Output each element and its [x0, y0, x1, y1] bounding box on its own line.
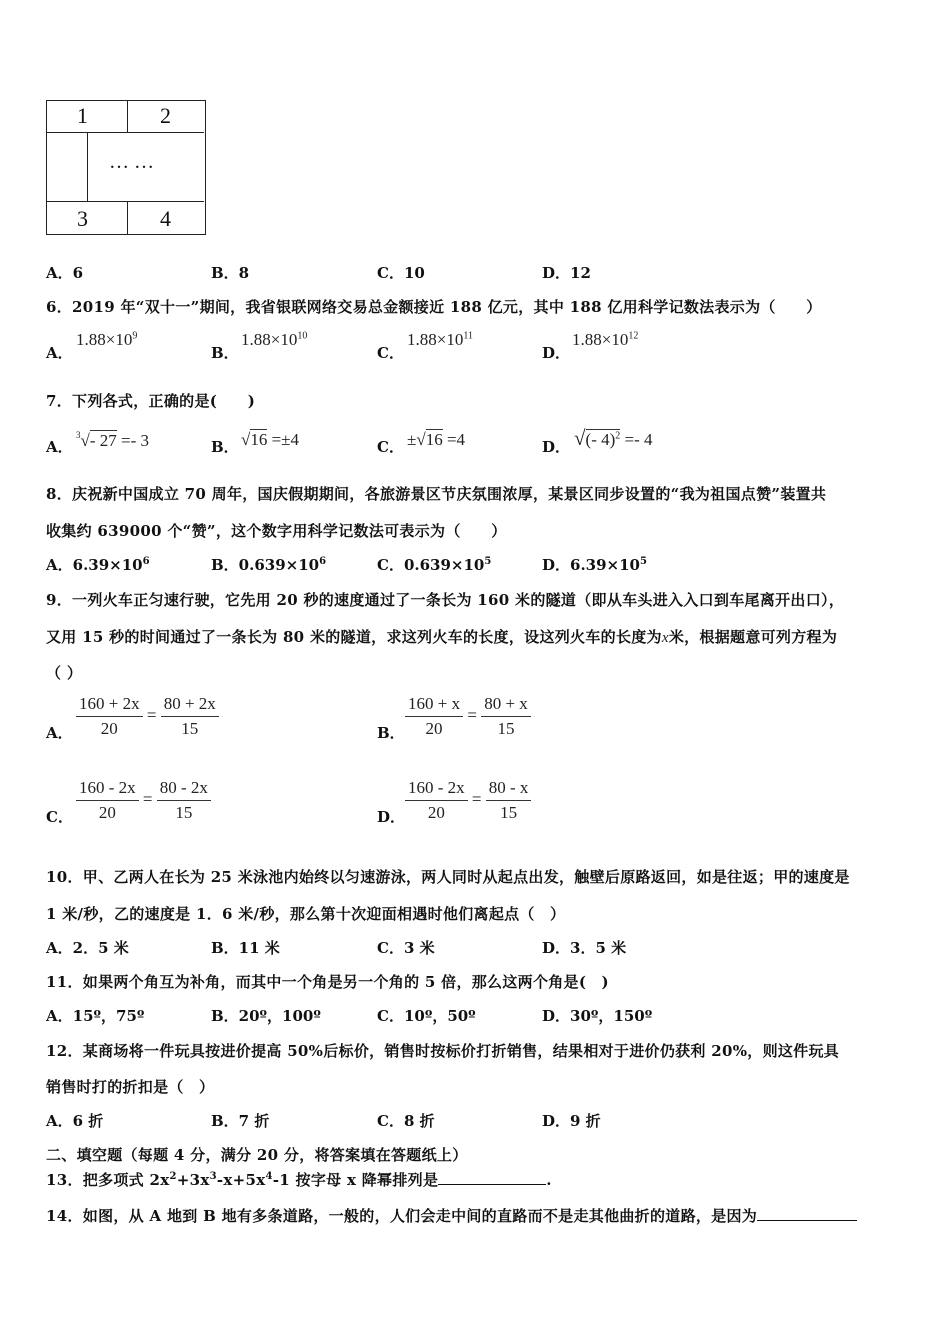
q9-stem2a: 又用 15 秒的时间通过了一条长为 80 米的隧道，求这列火车的长度，设这列火车的长度为 [46, 628, 662, 646]
q6-option-b [241, 330, 307, 350]
q11-option-c: C．10º，50º [377, 1007, 476, 1025]
denominator: 15 [181, 719, 199, 738]
numbered-grid-figure [46, 100, 206, 235]
q6-exp-b: 10 [297, 330, 308, 342]
numerator: 160 - 2x [405, 778, 468, 801]
numerator: 80 - x [486, 778, 532, 801]
numerator: 80 - 2x [157, 778, 211, 801]
q7-label-c: C． [377, 438, 404, 456]
q9-option-a [76, 694, 219, 739]
denominator: 20 [98, 803, 116, 822]
q11-option-d: D．30º，150º [542, 1007, 653, 1025]
q14-text: 14．如图，从 A 地到 B 地有多条道路，一般的，人们会走中间的直路而不是走其他曲折的道路，是因为 [46, 1207, 758, 1225]
grid-line [127, 101, 128, 132]
fraction [486, 778, 532, 823]
q8-a-text: A．6.39×10 [46, 556, 143, 574]
q13-exp2: 3 [209, 1171, 217, 1182]
q6-option-d [572, 330, 638, 350]
answer-blank[interactable] [438, 1184, 546, 1185]
grid-cell-ellipsis: … … [109, 151, 154, 173]
grid-cell-1: 1 [77, 103, 88, 128]
q9-label-b: B． [377, 724, 405, 742]
q8-a-exp: 6 [142, 556, 150, 567]
q8-stem-line2: 收集约 639000 个“赞”，这个数字用科学记数法可表示为（ ） [46, 522, 507, 540]
q7-a-radicand: - 27 [89, 431, 117, 450]
fraction [76, 778, 139, 823]
q9-stem-line1: 9．一列火车正匀速行驶，它先用 20 秒的速度通过了一条长为 160 米的隧道（即从车头进入入口到车尾离开出口）， [46, 591, 845, 609]
q8-option-c [377, 554, 491, 575]
q8-b-exp: 6 [319, 556, 327, 567]
q7-c-prefix: ± [407, 430, 417, 449]
q7-c-rhs: =4 [442, 430, 466, 449]
radical-icon: √ [574, 426, 586, 450]
equals-sign: = [146, 705, 157, 725]
grid-line [87, 132, 88, 201]
q13-exp3: 4 [265, 1171, 273, 1182]
q12-option-a: A．6 折 [46, 1112, 104, 1130]
q11-option-b: B．20º，100º [211, 1007, 321, 1025]
q10-option-a: A．2．5 米 [46, 939, 129, 957]
q9-label-a: A． [46, 724, 73, 742]
denominator: 20 [425, 719, 443, 738]
q13-prefix: 13．把多项式 2x [46, 1171, 170, 1189]
fraction [161, 694, 219, 739]
q11-option-a: A．15º，75º [46, 1007, 145, 1025]
q13-part2: +3x [176, 1171, 210, 1189]
denominator: 15 [175, 803, 193, 822]
denominator: 20 [427, 803, 445, 822]
q9-option-c [76, 778, 211, 823]
q8-c-text: C．0.639×10 [377, 556, 485, 574]
q8-option-a [46, 554, 150, 575]
q9-stem-line3: （ ） [46, 664, 83, 682]
q13-suffix: -1 按字母 x 降幂排列是 [272, 1171, 439, 1189]
numerator: 160 + 2x [76, 694, 143, 717]
q6-stem: 6．2019 年“双十一”期间，我省银联网络交易总金额接近 188 亿元，其中 188 亿用科学记数法表示为（ ） [46, 298, 822, 316]
radical-icon: √ [80, 431, 90, 450]
q8-d-exp: 5 [639, 556, 647, 567]
q10-stem-line2: 1 米/秒，乙的速度是 1．6 米/秒，那么第十次迎面相遇时他们离起点（ ） [46, 905, 566, 923]
q8-d-text: D．6.39×10 [542, 556, 640, 574]
q7-label-a: A． [46, 438, 73, 456]
q6-option-a [76, 330, 137, 350]
q7-option-d [574, 426, 653, 451]
q7-option-c [407, 430, 465, 450]
grid-cell-2: 2 [160, 103, 171, 128]
equals-sign: = [142, 789, 153, 809]
q6-label-b: B． [211, 344, 239, 362]
q7-b-radicand: 16 [250, 430, 268, 449]
q11-stem: 11．如果两个角互为补角，而其中一个角是另一个角的 5 倍，那么这两个角是( ) [46, 973, 609, 991]
q6-option-c [407, 330, 473, 350]
q7-c-radicand: 16 [425, 430, 443, 449]
q7-d-rhs: =- 4 [620, 430, 653, 449]
q9-label-c: C． [46, 808, 73, 826]
numerator: 80 + 2x [161, 694, 219, 717]
q6-exp-d: 12 [628, 330, 639, 342]
fraction [405, 694, 463, 739]
q9-stem2b: 米，根据题意可列方程为 [668, 628, 838, 646]
q7-b-rhs: =±4 [267, 430, 300, 449]
radical-icon: √ [416, 430, 426, 449]
q10-option-c: C．3 米 [377, 939, 435, 957]
q7-stem: 7．下列各式，正确的是( ) [46, 392, 256, 410]
q6-exp-c: 11 [463, 330, 473, 342]
radical-icon: √ [241, 430, 251, 449]
numerator: 160 + x [405, 694, 463, 717]
q9-variable: x [661, 630, 669, 646]
q5-option-d: D．12 [542, 264, 591, 282]
q5-option-c: C．10 [377, 264, 425, 282]
fraction [157, 778, 211, 823]
q13-exp1: 2 [169, 1171, 177, 1182]
q9-option-b [405, 694, 531, 739]
fraction [76, 694, 143, 739]
q6-base-c: 1.88×10 [407, 330, 464, 349]
q5-option-a: A．6 [46, 264, 84, 282]
q6-base-d: 1.88×10 [572, 330, 629, 349]
q7-label-b: B． [211, 438, 239, 456]
grid-cell-3: 3 [77, 206, 88, 231]
q10-option-b: B．11 米 [211, 939, 280, 957]
q12-stem-line2: 销售时打的折扣是（ ） [46, 1078, 215, 1096]
q6-label-a: A． [46, 344, 73, 362]
equals-sign: = [467, 705, 477, 725]
q7-d-radicand: (- 4) [585, 430, 616, 449]
grid-line [47, 132, 204, 133]
q7-option-a [76, 430, 149, 451]
grid-line [127, 201, 128, 234]
q13-part3: -x+5x [216, 1171, 266, 1189]
q13-end: . [546, 1171, 552, 1189]
denominator: 20 [100, 719, 118, 738]
q9-option-d [405, 778, 531, 823]
q6-base-a: 1.88×10 [76, 330, 133, 349]
q7-label-d: D． [542, 438, 571, 456]
fraction [481, 694, 531, 739]
q7-d-exp: 2 [615, 430, 621, 442]
numerator: 80 + x [481, 694, 531, 717]
q8-c-exp: 5 [484, 556, 492, 567]
answer-blank[interactable] [757, 1220, 857, 1221]
q5-option-b: B．8 [211, 264, 250, 282]
q8-option-d [542, 554, 647, 575]
q6-base-b: 1.88×10 [241, 330, 298, 349]
q7-a-rhs: =- 3 [116, 431, 150, 450]
q10-stem-line1: 10．甲、乙两人在长为 25 米泳池内始终以匀速游泳，两人同时从起点出发，触壁后原路返回，如是往返；甲的速度是 [46, 868, 850, 886]
fraction [405, 778, 468, 823]
q9-label-d: D． [377, 808, 406, 826]
q8-option-b [211, 554, 326, 575]
q12-option-c: C．8 折 [377, 1112, 435, 1130]
q13-stem [46, 1169, 552, 1190]
q12-option-d: D．9 折 [542, 1112, 601, 1130]
q7-a-root-index: 3 [76, 430, 81, 440]
section-title-fill-in: 二、填空题（每题 4 分，满分 20 分，将答案填在答题纸上） [46, 1146, 468, 1164]
q8-b-text: B．0.639×10 [211, 556, 320, 574]
denominator: 15 [497, 719, 515, 738]
q9-stem-line2 [46, 626, 837, 647]
grid-line [47, 201, 204, 202]
q6-label-d: D． [542, 344, 571, 362]
q6-exp-a: 9 [132, 330, 138, 342]
denominator: 15 [500, 803, 518, 822]
q7-option-b [241, 430, 299, 450]
q12-stem-line1: 12．某商场将一件玩具按进价提高 50%后标价，销售时按标价打折销售，结果相对于进价仍获利 20%，则这件玩具 [46, 1042, 840, 1060]
q7-d-radicand-group [586, 429, 621, 449]
q8-stem-line1: 8．庆祝新中国成立 70 周年，国庆假期期间，各旅游景区节庆氛围浓厚，某景区同步设置的“我为祖国点赞”装置共 [46, 485, 827, 503]
grid-cell-4: 4 [160, 206, 171, 231]
q12-option-b: B．7 折 [211, 1112, 270, 1130]
q10-option-d: D．3．5 米 [542, 939, 627, 957]
numerator: 160 - 2x [76, 778, 139, 801]
q14-stem [46, 1205, 857, 1226]
equals-sign: = [471, 789, 482, 809]
q6-label-c: C． [377, 344, 404, 362]
